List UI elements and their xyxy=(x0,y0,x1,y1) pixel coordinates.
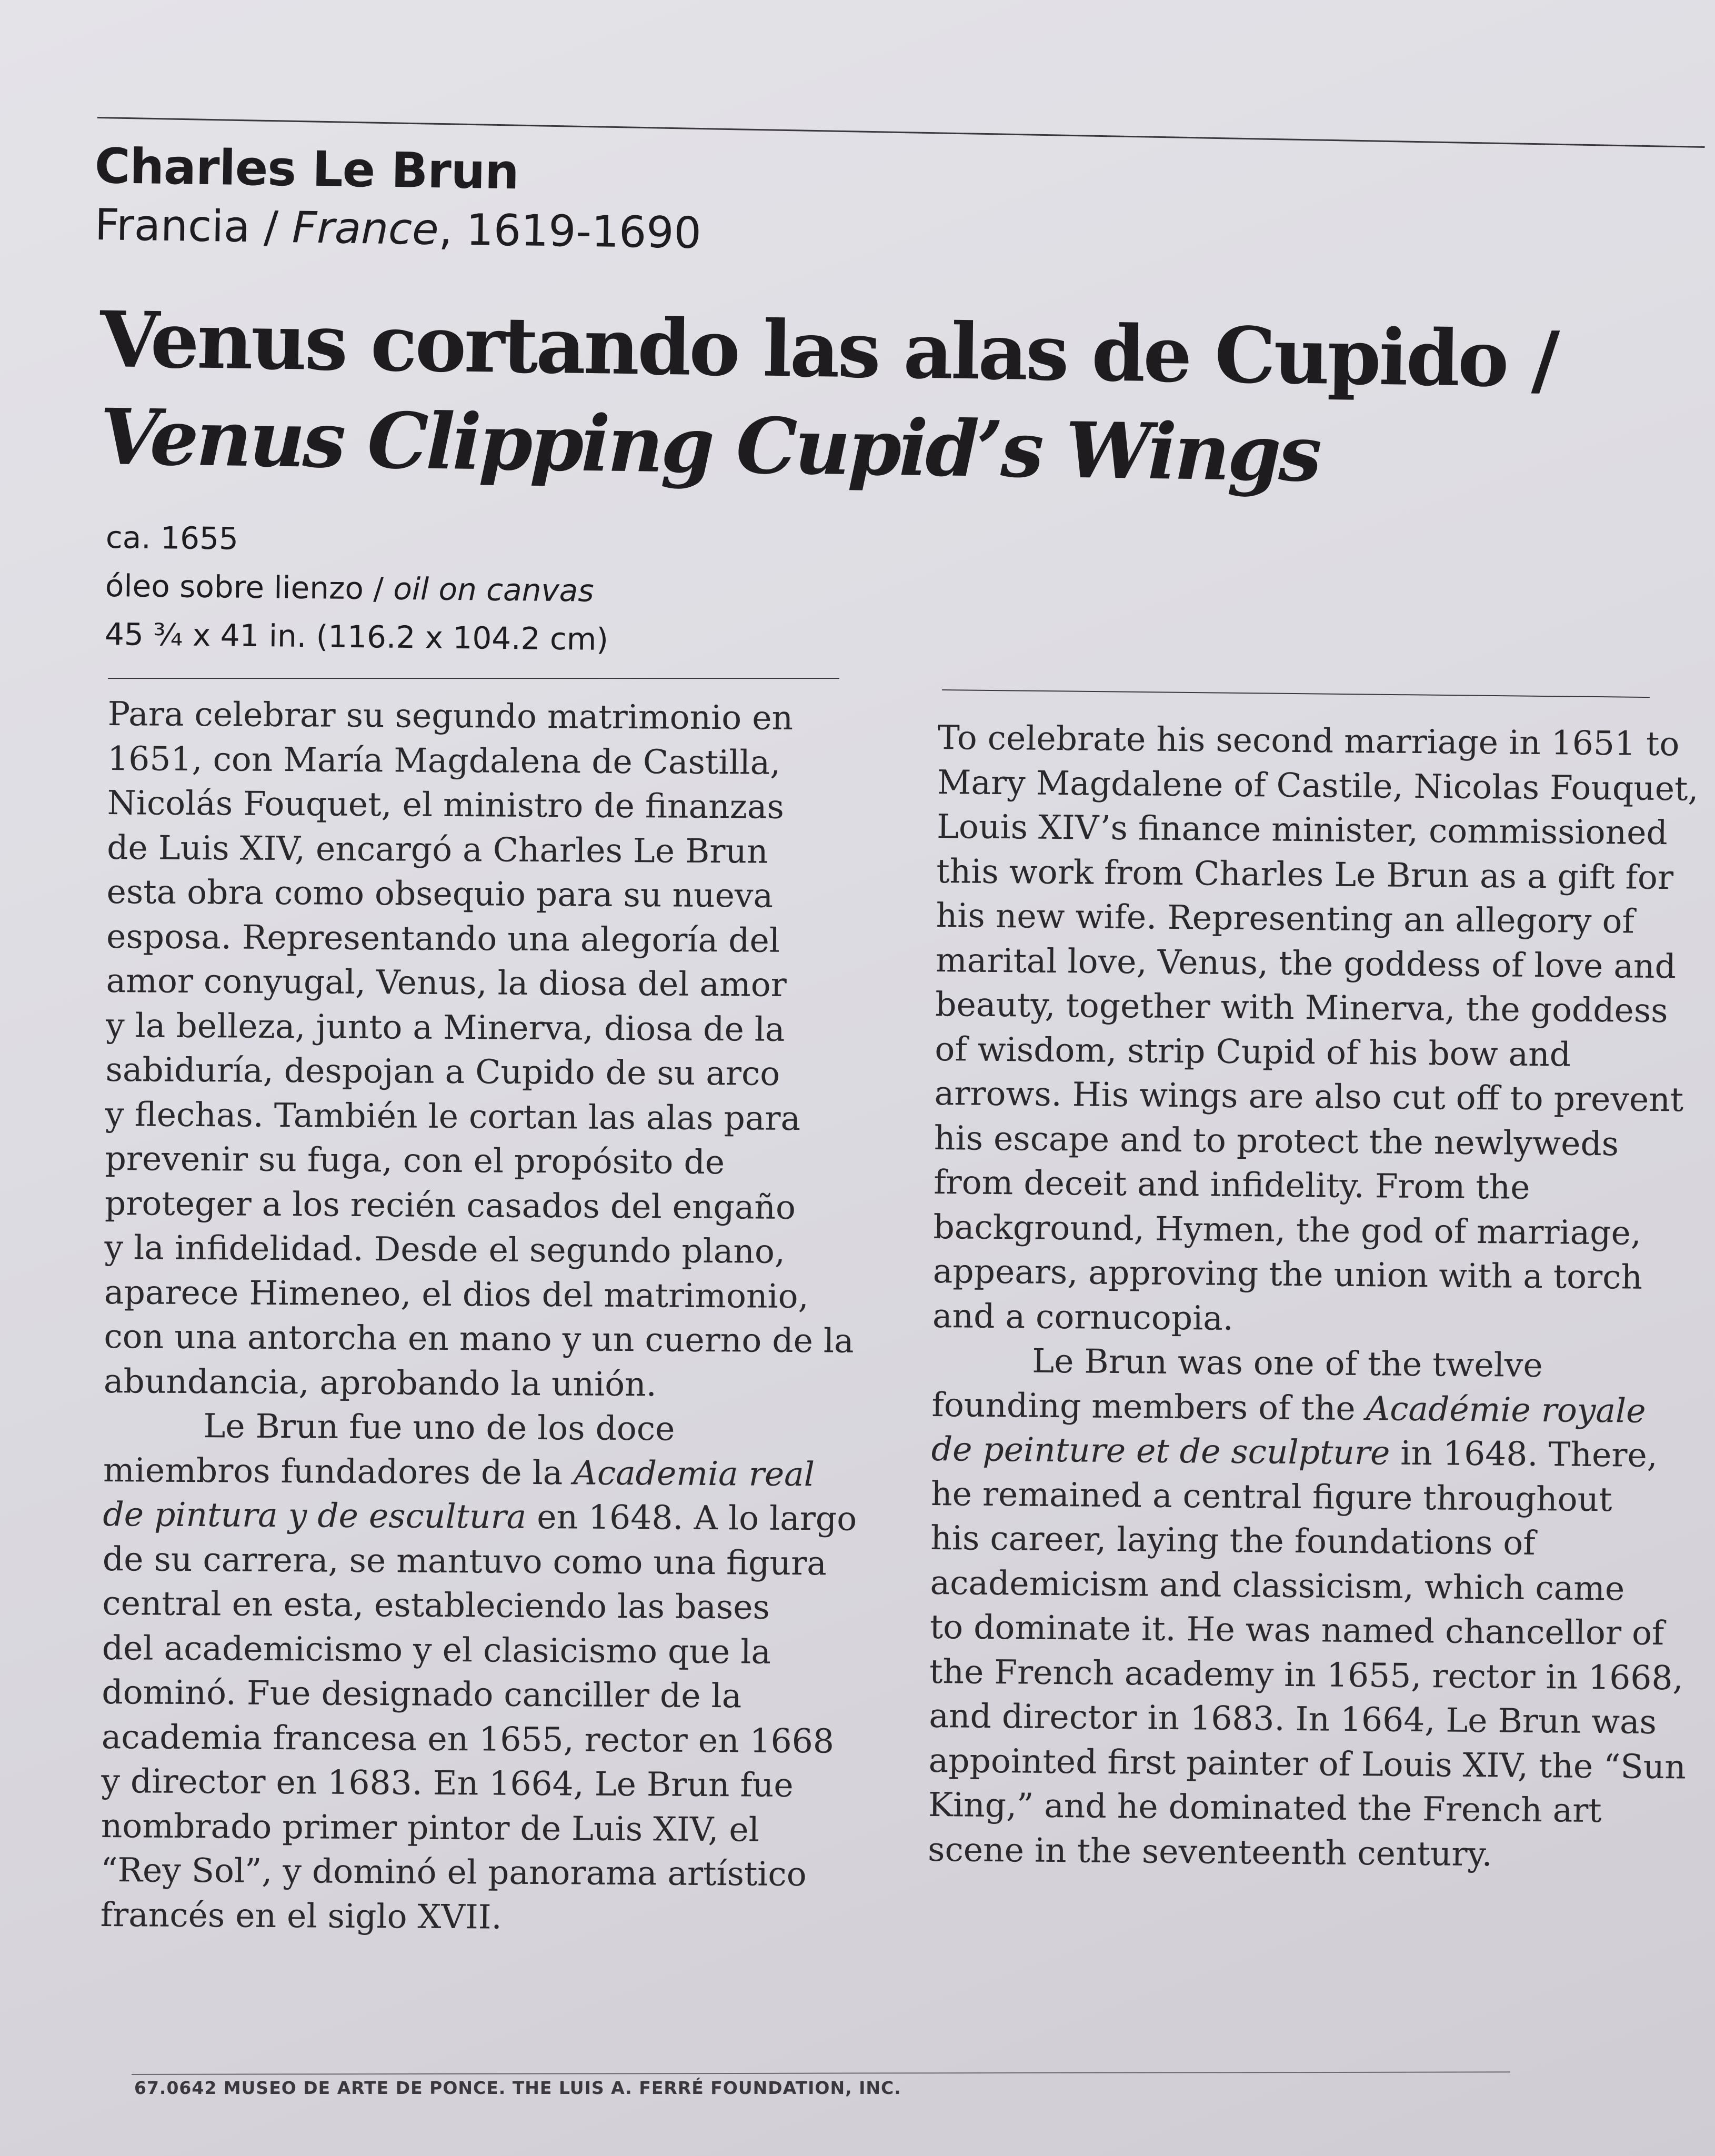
text-line: amor conyugal, Venus, la diosa del amor xyxy=(106,961,787,1004)
text-line: nombrado primer pintor de Luis XIV, el xyxy=(101,1806,760,1849)
text-line xyxy=(931,1427,1692,1478)
artist-name: Charles Le Brun xyxy=(94,138,519,200)
artist-nationality xyxy=(94,200,701,258)
text-line: esposa. Representando una alegoría del xyxy=(106,917,780,960)
text-line: and a cornucopia. xyxy=(932,1296,1234,1338)
nationality-separator: / xyxy=(249,202,293,253)
english-text-column xyxy=(928,716,1699,1879)
medium-separator: / xyxy=(363,570,394,607)
text-line: y flechas. También le cortan las alas para xyxy=(105,1095,801,1138)
text-line: arrows. His wings are also cut off to prevent xyxy=(934,1074,1684,1119)
artwork-medium xyxy=(105,561,609,615)
institution-name-italic: de pintura y de escultura xyxy=(103,1495,527,1536)
text-line: from deceit and infidelity. From the xyxy=(933,1162,1530,1207)
artwork-date: ca. 1655 xyxy=(105,519,239,557)
text-line: background, Hymen, the god of marriage, xyxy=(933,1207,1642,1252)
text-line: academia francesa en 1655, rector en 1668 xyxy=(101,1717,835,1760)
artwork-details xyxy=(105,513,610,664)
text-line: marital love, Venus, the goddess of love and xyxy=(935,940,1677,986)
footer-rule xyxy=(132,2071,1510,2075)
nationality-es: Francia xyxy=(94,200,250,253)
text-line: To celebrate his second marriage in 1651 to xyxy=(937,718,1680,764)
artwork-dimensions: 45 ¾ x 41 in. (116.2 x 104.2 cm) xyxy=(104,616,609,658)
text-line: his new wife. Representing an allegory of xyxy=(936,896,1635,941)
text-line: Mary Magdalene of Castile, Nicolas Fouquet, xyxy=(937,763,1699,808)
text-line: prevenir su fuga, con el propósito de xyxy=(105,1139,725,1182)
text-line: Louis XIV’s finance minister, commissioned xyxy=(936,807,1668,853)
institution-name-italic: Academia real xyxy=(573,1453,815,1493)
text-line: de Luis XIV, encargó a Charles Le Brun xyxy=(106,828,768,871)
text-fragment: en 1648. A lo largo xyxy=(526,1497,857,1538)
text-line xyxy=(103,1492,857,1541)
text-line: “Rey Sol”, y dominó el panorama artístico xyxy=(101,1850,807,1894)
text-line: Para celebrar su segundo matrimonio en xyxy=(107,694,794,737)
text-line: to dominate it. He was named chancellor of xyxy=(929,1607,1664,1653)
text-line: he remained a central figure throughout xyxy=(930,1474,1612,1519)
text-line: appears, approving the union with a torch xyxy=(932,1251,1643,1297)
text-line: sabiduría, despojan a Cupido de su arco xyxy=(105,1050,780,1093)
text-line: the French academy in 1655, rector in 1668, xyxy=(929,1652,1683,1697)
english-column-rule xyxy=(942,689,1650,698)
text-line: King,” and he dominated the French art xyxy=(928,1785,1602,1830)
text-line: Le Brun fue uno de los doce xyxy=(203,1407,675,1448)
text-line: abundancia, aprobando la unión. xyxy=(103,1361,657,1403)
text-line: Nicolás Fouquet, el ministro de finanzas xyxy=(107,783,785,826)
spanish-text-column xyxy=(101,692,862,1942)
text-line xyxy=(931,1382,1693,1433)
title-spanish: Venus cortando las alas de Cupido / xyxy=(99,295,1558,405)
text-line: beauty, together with Minerva, the goddess xyxy=(935,985,1668,1030)
institution-name-italic: Académie royale xyxy=(1366,1389,1646,1430)
medium-en: oil on canvas xyxy=(393,570,594,609)
text-line: Le Brun was one of the twelve xyxy=(1031,1341,1543,1385)
text-line: his career, laying the foundations of xyxy=(930,1518,1536,1562)
text-line: academicism and classicism, which came xyxy=(930,1563,1625,1608)
text-line: proteger a los recién casados del engaño xyxy=(104,1184,796,1227)
text-line: del academicismo y el clasicismo que la xyxy=(102,1628,771,1671)
medium-es: óleo sobre lienzo xyxy=(105,568,364,607)
text-line: central en esta, estableciendo las bases xyxy=(102,1583,770,1627)
spanish-column-rule xyxy=(108,678,839,679)
credit-line: 67.0642 MUSEO DE ARTE DE PONCE. THE LUIS A. FERRÉ FOUNDATION, INC. xyxy=(134,2078,901,2098)
artist-dates: , 1619-1690 xyxy=(438,205,702,259)
text-fragment: miembros fundadores de la xyxy=(103,1450,574,1492)
text-line: con una antorcha en mano y un cuerno de la xyxy=(104,1317,854,1360)
text-line: of wisdom, strip Cupid of his bow and xyxy=(935,1029,1571,1074)
nationality-en: France xyxy=(292,203,439,255)
text-line: dominó. Fue designado canciller de la xyxy=(102,1672,742,1716)
text-line: this work from Charles Le Brun as a gift for xyxy=(936,851,1674,897)
institution-name-italic: de peinture et de sculpture xyxy=(931,1429,1390,1472)
text-line: appointed first painter of Louis XIV, the “Sun xyxy=(928,1741,1687,1786)
text-line: esta obra como obsequio para su nueva xyxy=(106,872,774,915)
text-line: de su carrera, se mantuvo como una figura xyxy=(102,1539,827,1582)
text-line: 1651, con María Magdalena de Castilla, xyxy=(107,739,781,782)
text-line: francés en el siglo XVII. xyxy=(100,1895,502,1937)
text-fragment: in 1648. There, xyxy=(1390,1433,1658,1475)
text-line: scene in the seventeenth century. xyxy=(927,1830,1493,1873)
text-line: and director in 1683. In 1664, Le Brun was xyxy=(929,1696,1657,1741)
text-line: y la infidelidad. Desde el segundo plano, xyxy=(104,1228,786,1271)
title-english: Venus Clipping Cupid’s Wings xyxy=(99,392,1320,499)
text-fragment: founding members of the xyxy=(931,1385,1366,1428)
text-line xyxy=(103,1448,857,1497)
text-line: aparece Himeneo, el dios del matrimonio, xyxy=(104,1272,809,1316)
text-line: y director en 1683. En 1664, Le Brun fue xyxy=(101,1761,794,1804)
text-line: y la belleza, junto a Minerva, diosa de la xyxy=(105,1006,785,1049)
text-line: his escape and to protect the newlyweds xyxy=(934,1118,1619,1163)
